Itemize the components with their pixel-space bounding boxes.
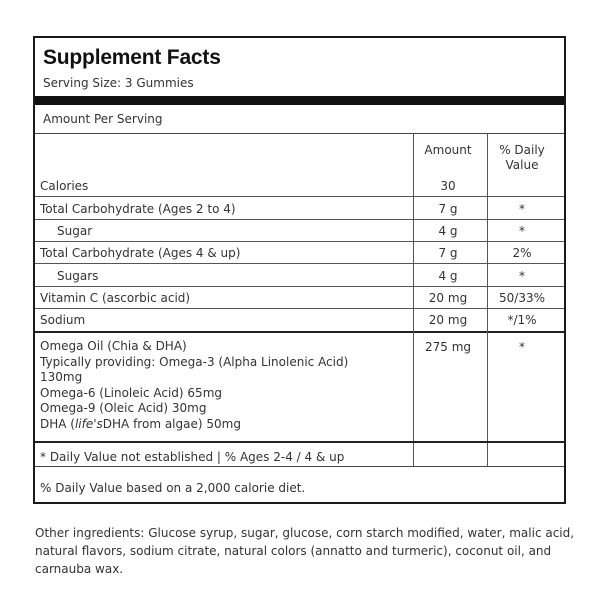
- omega-line: 130mg: [40, 370, 83, 384]
- nutrient-amount: 4 g: [438, 224, 458, 238]
- header-divider: [35, 133, 564, 134]
- nutrient-amount: 7 g: [438, 246, 458, 260]
- omega-daily-value: *: [519, 340, 525, 354]
- nutrient-daily-value: 50/33%: [499, 291, 545, 305]
- dha-prefix: DHA (: [40, 416, 75, 431]
- column-header-daily-value: [495, 143, 549, 173]
- nutrient-name: Sugars: [57, 269, 99, 283]
- omega-oil-block: [40, 339, 348, 432]
- nutrient-daily-value: */1%: [507, 313, 537, 327]
- nutrient-daily-value: *: [519, 202, 525, 216]
- nutrient-name: Sugar: [57, 224, 93, 238]
- nutrient-row-sodium: [35, 309, 564, 331]
- amount-per-serving: Amount Per Serving: [43, 112, 163, 126]
- nutrient-row-sugar: [35, 220, 564, 242]
- supplement-facts-panel: [33, 36, 566, 504]
- dha-line: [40, 417, 348, 433]
- omega-line: Omega-6 (Linoleic Acid) 65mg: [40, 385, 222, 400]
- omega-amount: 275 mg: [424, 340, 472, 354]
- nutrient-amount: 7 g: [438, 202, 458, 216]
- omega-line: Typically providing: Omega-3 (Alpha Linolenic Acid): [40, 354, 349, 369]
- serving-size: Serving Size: 3 Gummies: [43, 76, 194, 90]
- thick-divider: [35, 96, 564, 105]
- panel-title: Supplement Facts: [43, 46, 221, 69]
- nutrient-name: Sodium: [40, 313, 86, 327]
- nutrient-row-total-carbohydrate-4-up: [35, 242, 564, 264]
- nutrient-row-vitamin-c: [35, 287, 564, 309]
- nutrient-amount: 20 mg: [428, 313, 468, 327]
- nutrient-name: Total Carbohydrate (Ages 2 to 4): [40, 202, 236, 216]
- footnote-daily-value-not-established: * Daily Value not established | % Ages 2-4 / 4 & up: [40, 450, 345, 464]
- nutrient-row-total-carbohydrate-2-4: [35, 198, 564, 220]
- dha-suffix: DHA from algae) 50mg: [102, 416, 241, 431]
- nutrient-row-sugars: [35, 265, 564, 287]
- omega-line: Omega Oil (Chia & DHA): [40, 339, 187, 353]
- omega-line: Omega-9 (Oleic Acid) 30mg: [40, 401, 207, 415]
- nutrient-amount: 30: [440, 179, 456, 193]
- row-divider: [35, 196, 564, 197]
- nutrient-amount: 4 g: [438, 269, 458, 283]
- nutrient-daily-value: *: [519, 269, 525, 283]
- footnote-inner-divider: [35, 466, 564, 467]
- dha-brand: life's: [74, 416, 103, 431]
- daily-value-line1: % Daily: [499, 143, 545, 157]
- column-divider-left: [413, 133, 414, 466]
- nutrient-amount: 20 mg: [428, 291, 468, 305]
- nutrient-daily-value: *: [519, 224, 525, 238]
- row-divider: [35, 263, 564, 264]
- nutrient-name: Total Carbohydrate (Ages 4 & up): [40, 246, 241, 260]
- nutrient-daily-value: 2%: [512, 246, 532, 260]
- nutrient-name: Calories: [40, 179, 89, 193]
- other-ingredients: Other ingredients: Glucose syrup, sugar, glucose, corn starch modified, water, malic acid, natural flavors, sodium citrate, natural colors (annatto and turmeric), coconut oil, and carnauba wax.: [35, 526, 575, 576]
- nutrient-row-calories: [35, 175, 564, 197]
- footnote-divider: [35, 441, 564, 443]
- nutrient-name: Vitamin C (ascorbic acid): [40, 291, 191, 305]
- daily-value-line2: Value: [505, 158, 539, 172]
- footnote-calorie-diet: % Daily Value based on a 2,000 calorie diet.: [40, 481, 306, 495]
- section-divider: [35, 331, 564, 333]
- column-header-amount: Amount: [424, 143, 472, 157]
- column-divider-right: [487, 133, 488, 466]
